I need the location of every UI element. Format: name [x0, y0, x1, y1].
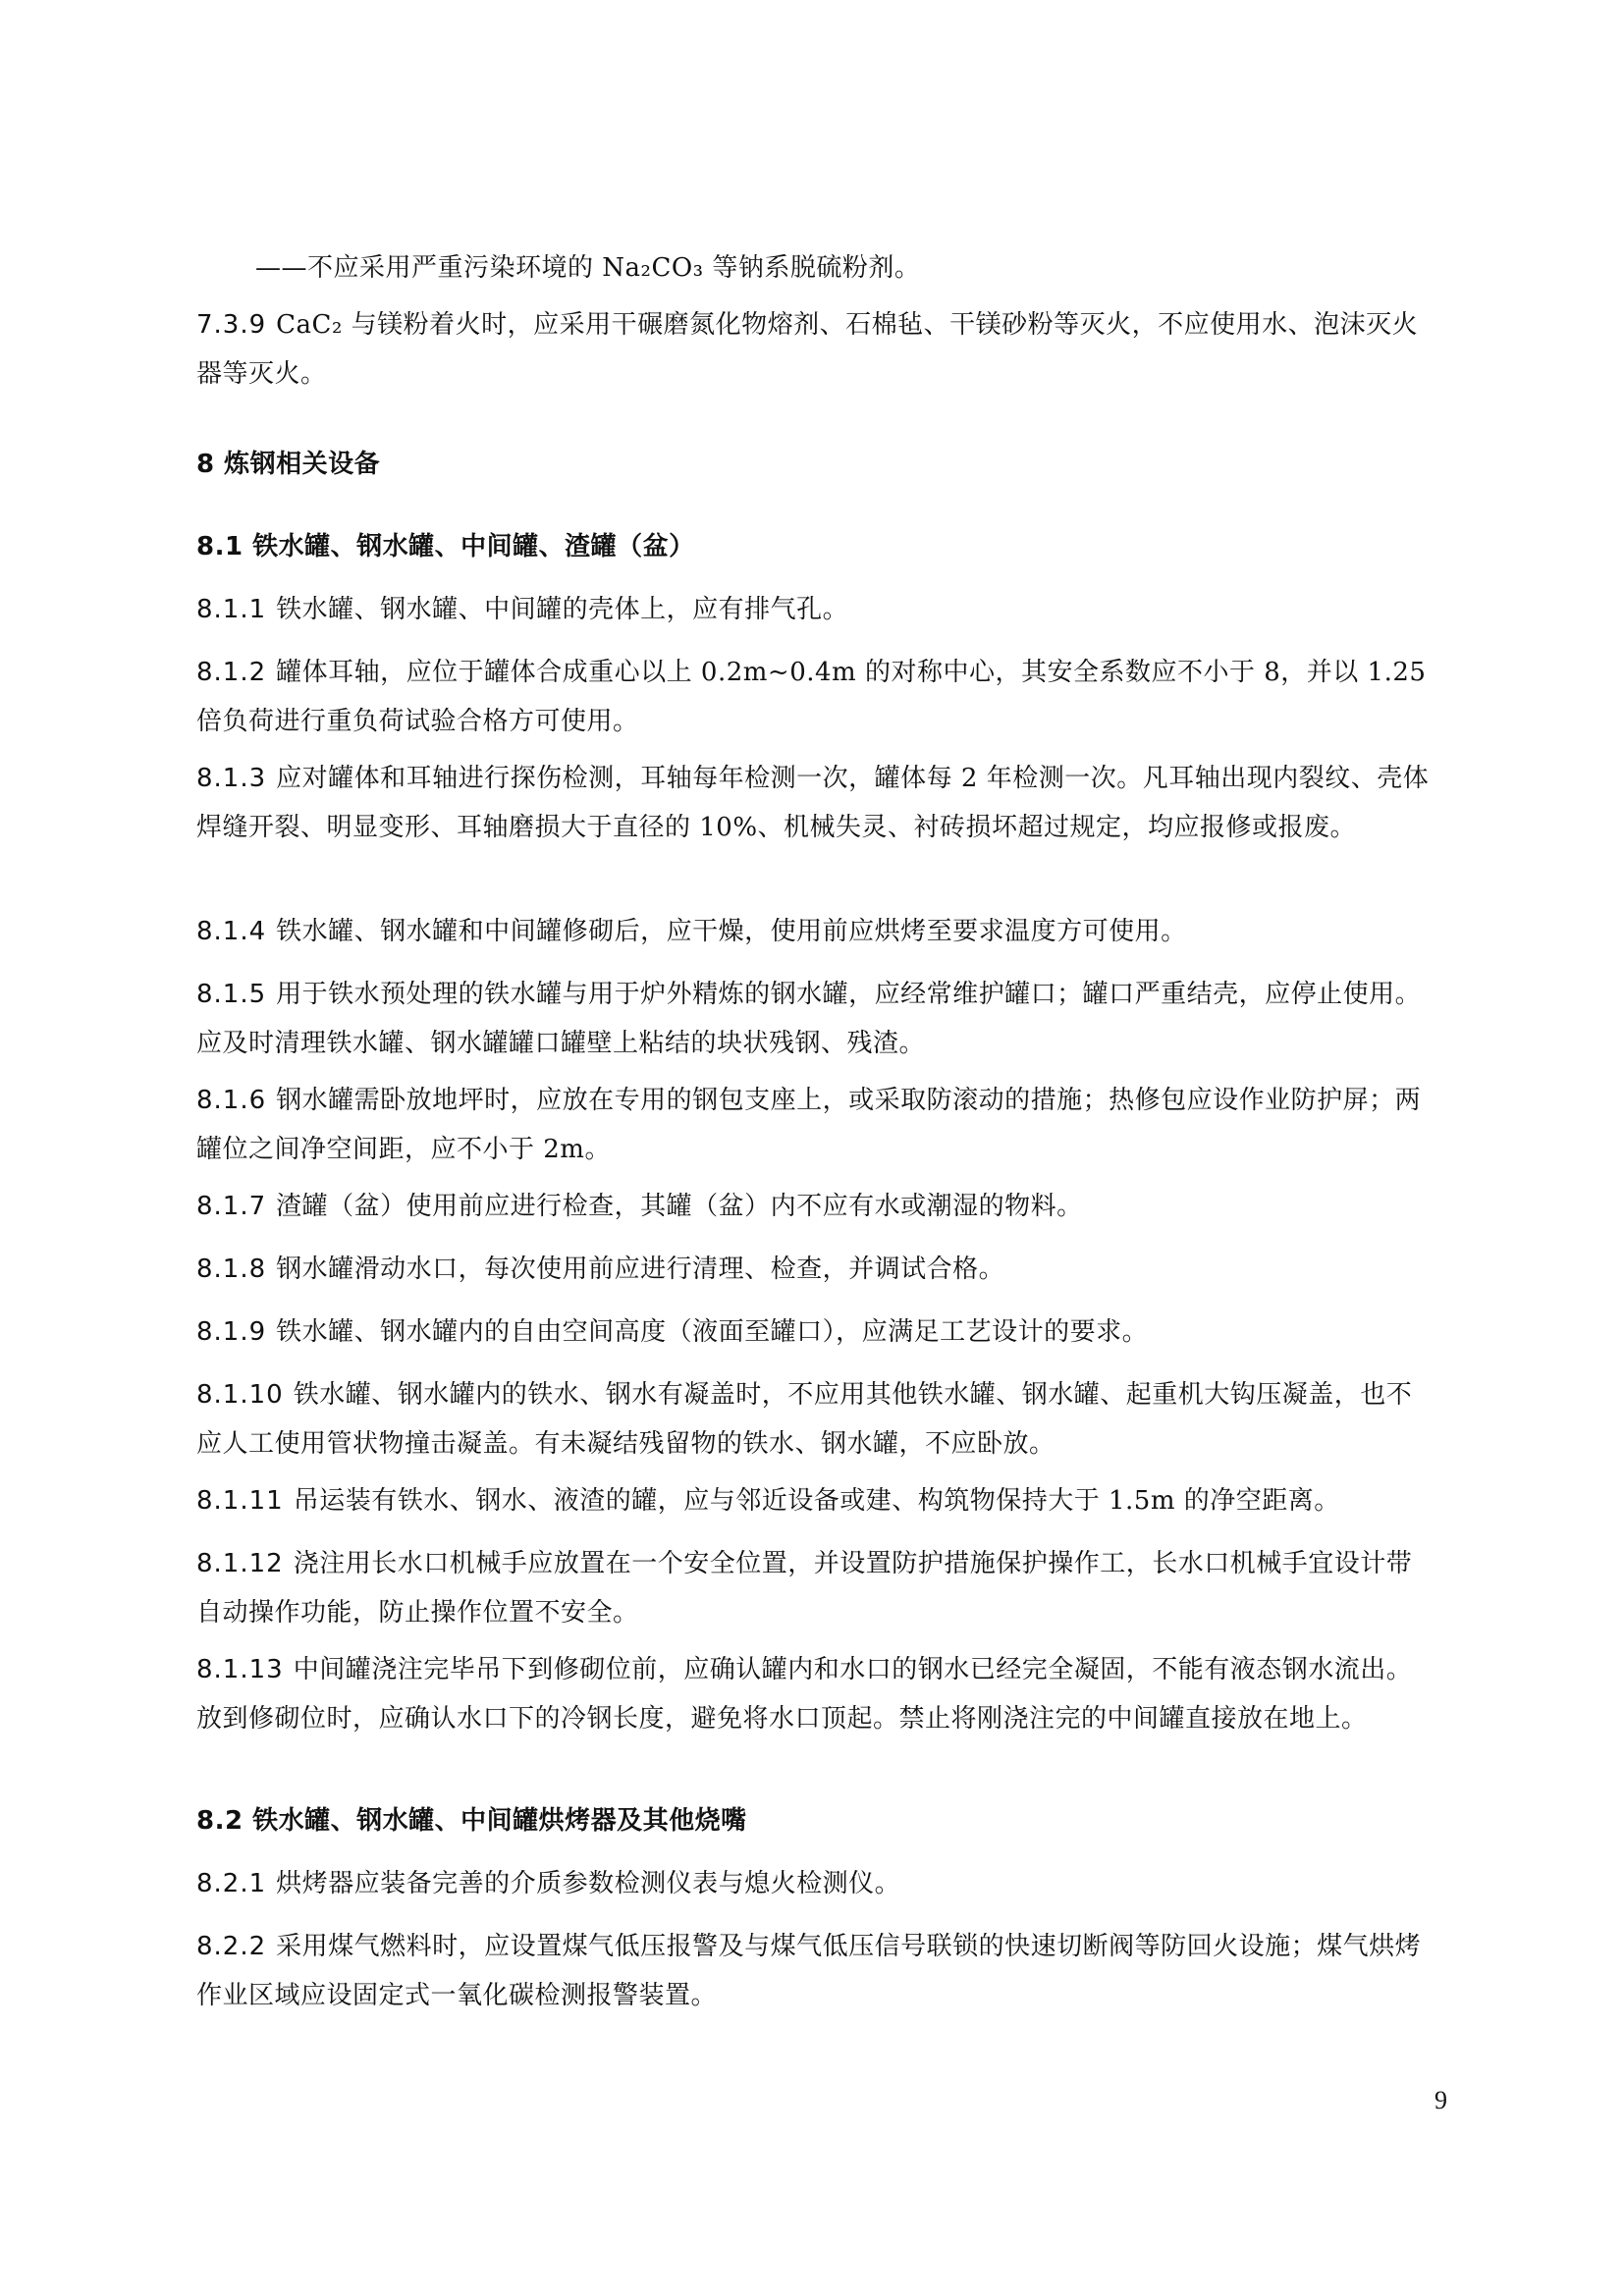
clause-number: 8.1.6	[196, 1086, 267, 1115]
paragraph-8-2-2	[196, 1922, 1434, 2020]
clause-number: 8.2.1	[196, 1869, 267, 1898]
clause-number: 8.1.1	[196, 595, 267, 624]
paragraph-8-1-2	[196, 648, 1434, 746]
paragraph-8-1-3	[196, 754, 1434, 852]
paragraph-8-1-7	[196, 1182, 1434, 1231]
clause-text: 铁水罐、钢水罐内的铁水、钢水有凝盖时，不应用其他铁水罐、钢水罐、起重机大钩压凝盖，也不应人工使用管状物撞击凝盖。有未凝结残留物的铁水、钢水罐，不应卧放。	[196, 1380, 1413, 1459]
clause-text: 铁水罐、钢水罐内的自由空间高度（液面至罐口），应满足工艺设计的要求。	[276, 1317, 1149, 1347]
clause-text: 铁水罐、钢水罐和中间罐修砌后，应干燥，使用前应烘烤至要求温度方可使用。	[276, 917, 1187, 946]
clause-text: 烘烤器应装备完善的介质参数检测仪表与熄火检测仪。	[276, 1869, 901, 1898]
clause-text: 吊运装有铁水、钢水、液渣的罐，应与邻近设备或建、构筑物保持大于 1.5m 的净空距离。	[293, 1486, 1340, 1516]
clause-text: 浇注用长水口机械手应放置在一个安全位置，并设置防护措施保护操作工，长水口机械手宜设计带自动操作功能，防止操作位置不安全。	[196, 1549, 1413, 1628]
section-8-1-title: 8.1 铁水罐、钢水罐、中间罐、渣罐（盆）	[196, 532, 695, 561]
clause-number: 7.3.9	[196, 310, 267, 340]
clause-number: 8.1.10	[196, 1380, 284, 1410]
clause-number: 8.1.12	[196, 1549, 284, 1578]
paragraph-8-1-9	[196, 1308, 1434, 1357]
clause-text: 应对罐体和耳轴进行探伤检测，耳轴每年检测一次，罐体每 2 年检测一次。凡耳轴出现内裂纹、壳体焊缝开裂、明显变形、耳轴磨损大于直径的 10%、机械失灵、衬砖损坏超过规定，均应报修或报废。	[196, 764, 1430, 842]
clause-number: 8.1.11	[196, 1486, 284, 1516]
section-8-2-title: 8.2 铁水罐、钢水罐、中间罐烘烤器及其他烧嘴	[196, 1806, 747, 1836]
clause-number: 8.1.8	[196, 1255, 267, 1284]
clause-text: 铁水罐、钢水罐、中间罐的壳体上，应有排气孔。	[276, 595, 849, 624]
paragraph-8-1-12	[196, 1539, 1434, 1637]
paragraph-8-1-11	[196, 1476, 1434, 1525]
clause-number: 8.2.2	[196, 1932, 267, 1961]
page-number: 9	[1435, 2086, 1447, 2114]
paragraph-8-1-10	[196, 1370, 1434, 1468]
clause-text: 采用煤气燃料时，应设置煤气低压报警及与煤气低压信号联锁的快速切断阀等防回火设施；煤气烘烤作业区域应设固定式一氧化碳检测报警装置。	[196, 1932, 1422, 2010]
section-8-title: 8 炼钢相关设备	[196, 450, 381, 479]
clause-text: 中间罐浇注完毕吊下到修砌位前，应确认罐内和水口的钢水已经完全凝固，不能有液态钢水流出。放到修砌位时，应确认水口下的冷钢长度，避免将水口顶起。禁止将刚浇注完的中间罐直接放在地上。	[196, 1655, 1413, 1734]
paragraph-8-1-1	[196, 585, 1434, 634]
paragraph-8-1-13	[196, 1645, 1434, 1743]
clause-number: 8.1.9	[196, 1317, 267, 1347]
clause-text: 钢水罐需卧放地坪时，应放在专用的钢包支座上，或采取防滚动的措施；热修包应设作业防护屏；两罐位之间净空间距，应不小于 2m。	[196, 1086, 1422, 1164]
paragraph-7-3-8-item: ——不应采用严重污染环境的 Na₂CO₃ 等钠系脱硫粉剂。	[255, 253, 921, 283]
paragraph-8-1-8	[196, 1245, 1434, 1294]
clause-text: 钢水罐滑动水口，每次使用前应进行清理、检查，并调试合格。	[276, 1255, 1005, 1284]
clause-text: 渣罐（盆）使用前应进行检查，其罐（盆）内不应有水或潮湿的物料。	[276, 1192, 1083, 1221]
clause-number: 8.1.5	[196, 980, 267, 1009]
clause-number: 8.1.4	[196, 917, 267, 946]
clause-text: 用于铁水预处理的铁水罐与用于炉外精炼的钢水罐，应经常维护罐口；罐口严重结壳，应停止使用。应及时清理铁水罐、钢水罐罐口罐壁上粘结的块状残钢、残渣。	[196, 980, 1422, 1058]
clause-number: 8.1.3	[196, 764, 267, 793]
clause-number: 8.1.13	[196, 1655, 284, 1684]
paragraph-8-1-4	[196, 907, 1434, 956]
paragraph-8-1-5	[196, 970, 1434, 1068]
paragraph-8-1-6	[196, 1076, 1434, 1174]
clause-number: 8.1.7	[196, 1192, 267, 1221]
clause-text: CaC₂ 与镁粉着火时，应采用干碾磨氮化物熔剂、石棉毡、干镁砂粉等灭火，不应使用水、泡沫灭火器等灭火。	[196, 310, 1419, 389]
clause-number: 8.1.2	[196, 658, 267, 687]
clause-text: 罐体耳轴，应位于罐体合成重心以上 0.2m~0.4m 的对称中心，其安全系数应不小于 8，并以 1.25 倍负荷进行重负荷试验合格方可使用。	[196, 658, 1427, 736]
paragraph-8-2-1	[196, 1859, 1434, 1908]
paragraph-7-3-9	[196, 300, 1434, 399]
